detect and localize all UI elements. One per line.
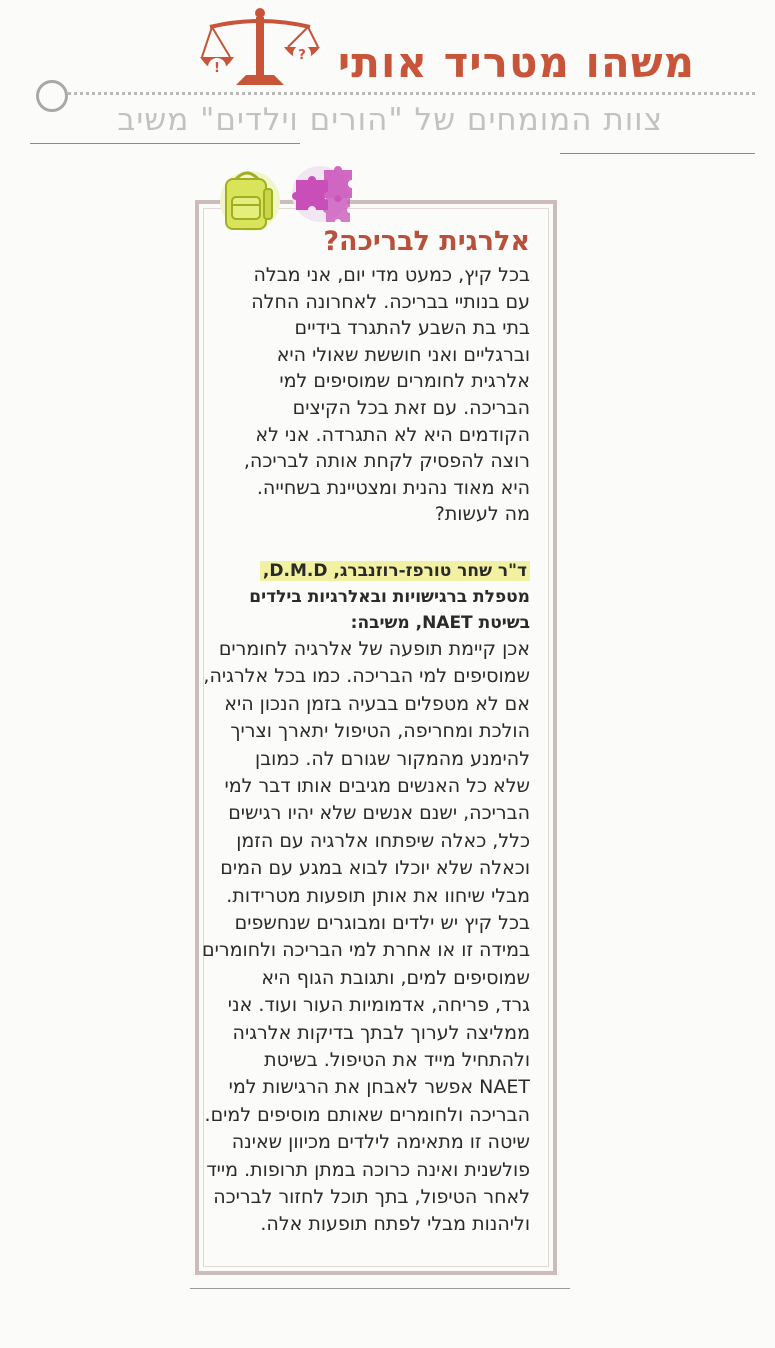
question-line: רוצה להפסיק לקחת אותה לבריכה, — [243, 450, 530, 473]
answer-line: וליהנות מבלי לפתח תופעות אלה. — [260, 1213, 530, 1236]
answer-line: שמוסיפים למים, ותגובת הגוף היא — [261, 966, 530, 989]
question-line: מה לעשות? — [434, 503, 530, 526]
question-line: בתי בת השבע להתגרד בידיים — [294, 317, 530, 340]
answer-line: NAET אפשר לאבחן את הרגישות למי — [228, 1076, 530, 1099]
expert-method: בשיטת NAET, משיבה: — [350, 612, 530, 633]
question-line: בכל קיץ, כמעט מדי יום, אני מבלה — [253, 264, 530, 286]
balance-scale-icon — [200, 5, 320, 87]
answer-line: פולשנית ואינה כרוכה במתן תרופות. מייד — [206, 1158, 530, 1181]
answer-line: להימנע מהמקור שגורם לה. כמובן — [255, 747, 530, 770]
answer-line: לאחר הטיפול, בתך תוכל לחזור לבריכה — [213, 1186, 530, 1209]
expert-role: מטפלת ברגישויות ובאלרגיות בילדים — [249, 586, 530, 607]
answer-line: הבריכה, ישנם אנשים שלא יהיו רגישים — [228, 802, 530, 825]
article-content — [202, 222, 530, 1239]
puzzle-icon — [286, 162, 358, 224]
divider-right — [560, 153, 755, 154]
question-line: עם בנותיי בבריכה. לאחרונה החלה — [251, 290, 530, 313]
answer-line: אם לא מטפלים בבעיה בזמן הנכון היא — [224, 692, 530, 715]
answer-line: שמוסיפים למי הבריכה. כמו בכל אלרגיה, — [203, 665, 530, 688]
expert-byline — [228, 558, 530, 636]
answer-line: וכאלה שלא יוכלו לבוא במגע עם המים — [220, 857, 530, 880]
answer-line: כלל, כאלה שיפתחו אלרגיה עם הזמן — [236, 829, 530, 852]
answer-body — [202, 636, 530, 1239]
answer-line: אכן קיימת תופעה של אלרגיה לחומרים — [218, 637, 530, 660]
answer-line: שלא כל האנשים מגיבים אותו דבר למי — [224, 774, 530, 797]
bottom-divider — [190, 1288, 570, 1289]
question-body — [228, 262, 530, 528]
answer-line: בכל קיץ יש ילדים ומבוגרים שנחשפים — [234, 912, 530, 934]
answer-line: ממליצה לערוך לבתך בדיקות אלרגיה — [232, 1021, 530, 1044]
circle-marker-icon — [36, 80, 68, 112]
answer-line: הולכת ומחריפה, הטיפול יתארך וצריך — [230, 720, 530, 743]
answer-line: מבלי שיחוו את אותן תופעות מטרידות. — [226, 884, 530, 907]
dotted-divider — [55, 92, 755, 95]
answer-line: גרד, פריחה, אדמומיות העור ועוד. אני — [227, 994, 530, 1017]
question-line: הקודמים היא לא התגרדה. אני לא — [255, 423, 530, 446]
scale-left-mark: ! — [214, 61, 220, 76]
question-line: וברגליים ואני חוששת שאולי היא — [276, 343, 530, 366]
answer-line: במידה זו או אחרת למי הבריכה ולחומרים — [202, 939, 530, 962]
expert-name: ד"ר שחר טורפז-רוזנברג, D.M.D, — [260, 561, 530, 581]
divider-left — [30, 143, 300, 144]
scale-right-mark: ? — [298, 48, 306, 63]
column-title: משהו מטריד אותי — [337, 38, 695, 87]
answer-line: שיטה זו מתאימה לילדים מכיוון שאינה — [231, 1131, 530, 1154]
question-title: אלרגית לבריכה? — [323, 226, 530, 257]
question-line: הבריכה. עם זאת בכל הקיצים — [292, 396, 530, 419]
question-line: היא מאוד נהנית ומצטיינת בשחייה. — [256, 476, 530, 499]
answer-line: הבריכה ולחומרים שאותם מוסיפים למים. — [204, 1103, 530, 1126]
question-line: אלרגית לחומרים שמוסיפים למי — [279, 370, 530, 393]
column-subtitle: צוות המומחים של "הורים וילדים" משיב — [117, 102, 663, 138]
answer-line: ולהתחיל מייד את הטיפול. בשיטת — [264, 1049, 530, 1072]
